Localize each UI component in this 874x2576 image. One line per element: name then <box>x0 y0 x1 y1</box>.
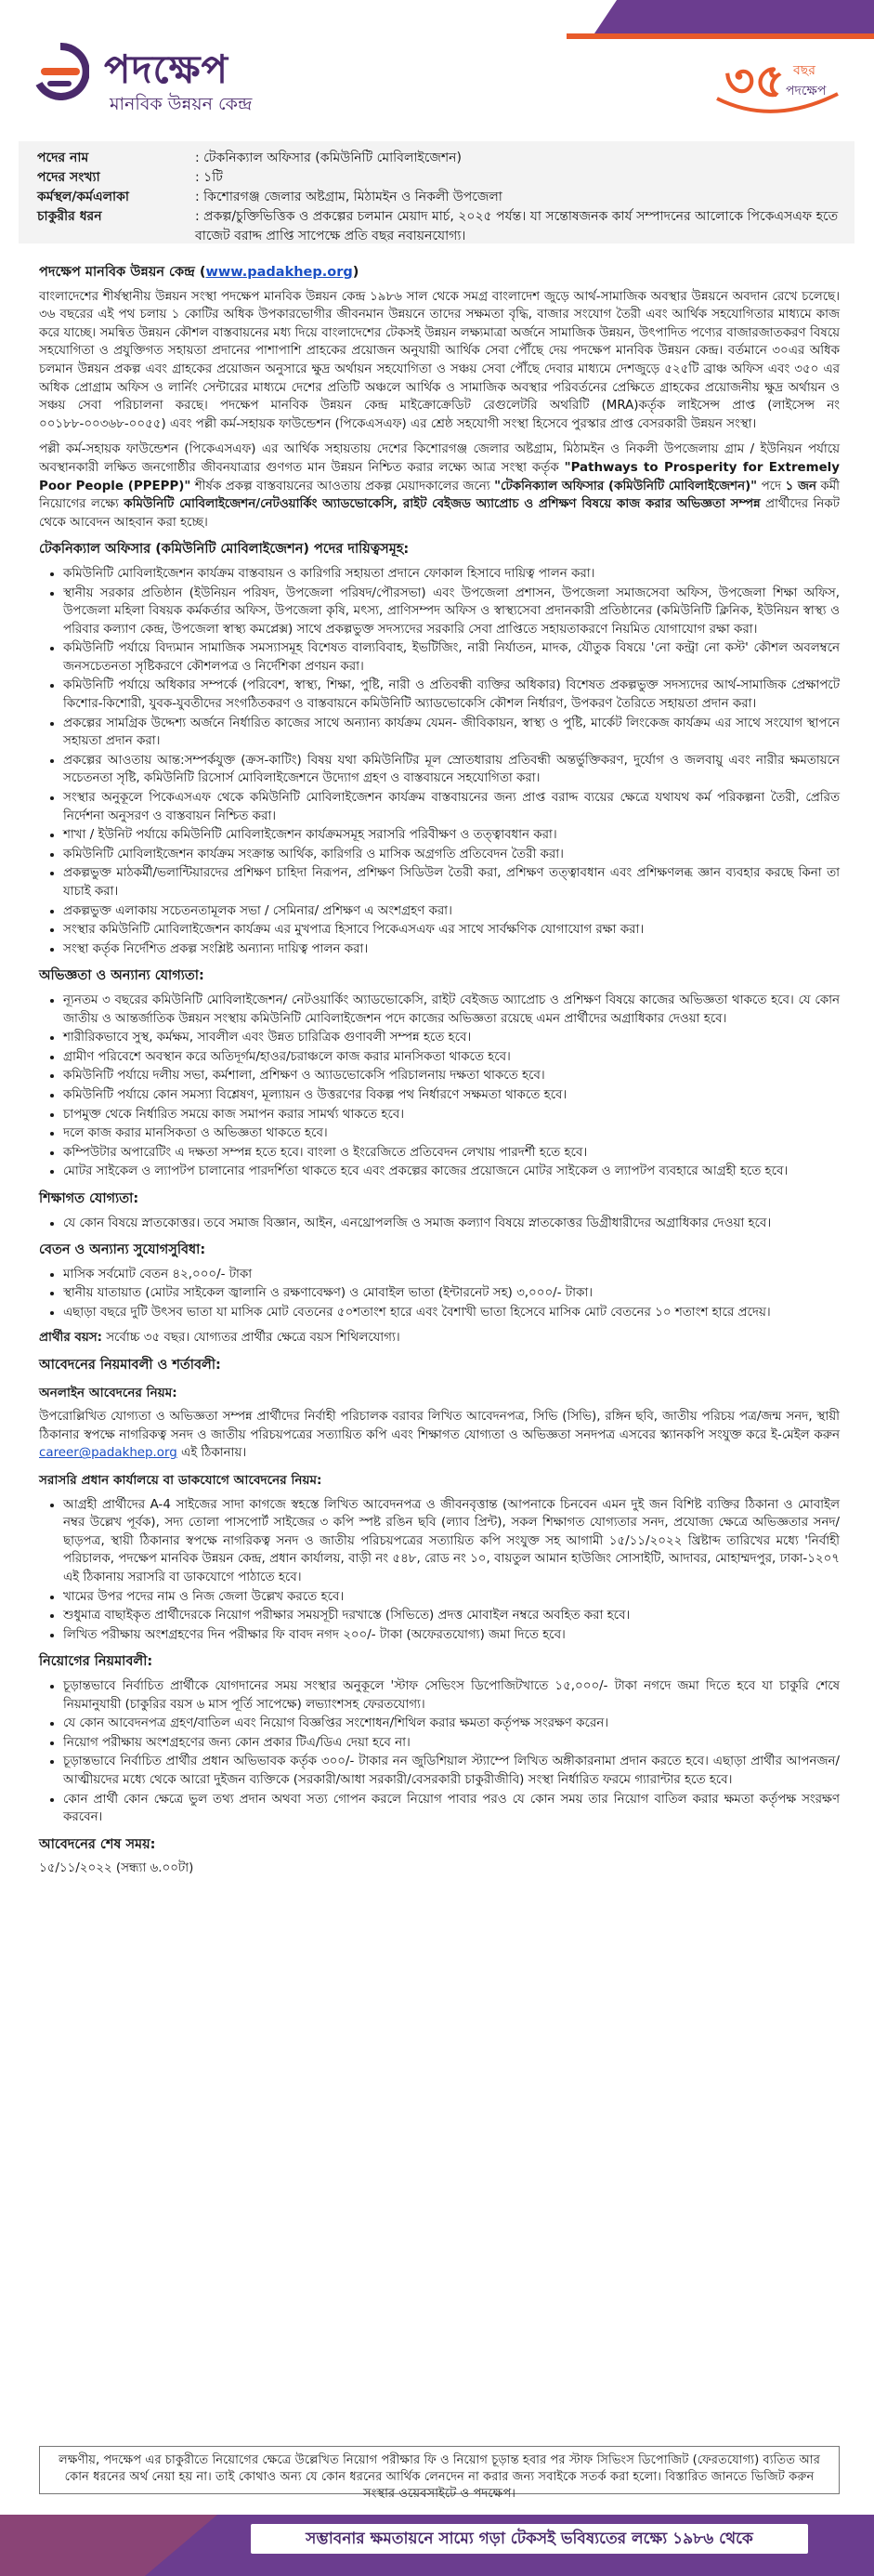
online-rules-text: উপরোল্লিখিত যোগ্যতা ও অভিজ্ঞতা সম্পন্ন প্রার্থীদের নির্বাহী পরিচালক বরাবর লিখিত আবেদনপত্র, সিভি (সিভি), রঙ্গিন ছবি, জাতীয় পরিচয় পত্র/জন্ম সনদ, স্থায়ী ঠিকানার স্বপক্ষে নাগরিকত্ব সনদ ও জাতীয় পরিচয়পত্রের সত্যায়িত কপি এবং শিক্ষাগত যোগ্যতা ও অভিজ্ঞতা সনদপত্র এসবের স্ক্যানকপি সংযুক্ত করে ই-মেইল করুন career@padakhep.org এই ঠিকানায়। <box>39 1410 840 1461</box>
org-website-link[interactable]: www.padakhep.org <box>205 265 353 280</box>
list-item: • মোটর সাইকেল ও ল্যাপটপ চালানোর পারদর্শিতা থাকতে হবে এবং প্রকল্পের কাজের প্রয়োজনে মোটর সাইকেল ও ল্যাপটপ ব্যবহারে আগ্রহী হতে হবে। <box>63 1163 840 1181</box>
salary-list <box>39 1266 840 1322</box>
list-item: • দলে কাজ করার মানসিকতা ও অভিজ্ঞতা থাকতে হবে। <box>63 1124 840 1143</box>
age-line: প্রার্থীর বয়স: সর্বোচ্চ ৩৫ বছর। যোগ্যতর প্রার্থীর ক্ষেত্রে বয়স শিথিলযোগ্য। <box>39 1331 400 1346</box>
list-item: • প্রকল্পের আওতায় আন্ত:সম্পর্কযুক্ত (ক্রস-কাটিং) বিষয় যথা কমিউনিটির মূল স্রোতধারায় প্রতিবন্ধী অন্তর্ভুক্তিকরণ, দুর্যোগ ও জলবায়ু এবং নারীর ক্ষমতায়নে সচেতনতা সৃষ্টি, কমিউনিটি রিসোর্স মোবিলাইজেশনে উদ্যোগ গ্রহণ ও বাস্তবায়নে সহযোগিতা করা। <box>63 752 840 788</box>
education-list <box>39 1215 840 1233</box>
list-item: • যে কোন বিষয়ে স্নাতকোত্তর। তবে সমাজ বিজ্ঞান, আইন, এনথ্রোপলজি ও সমাজ কল্যাণ বিষয়ে স্নাতকোত্তর ডিগ্রীধারীদের অগ্রাধিকার দেওয়া হবে। <box>63 1215 840 1233</box>
list-item: • কোন প্রার্থী কোন ক্ষেত্রে ভুল তথ্য প্রদান অথবা সত্য গোপন করলে নিয়োগ পাবার পরও যে কোন সময় তার নিয়োগ বাতিল করার ক্ষমতা কর্তৃপক্ষ সংরক্ষণ করবেন। <box>63 1791 840 1827</box>
footer-band <box>0 2515 874 2576</box>
list-item: • মাসিক সর্বমোট বেতন ৪২,০০০/- টাকা <box>63 1266 840 1284</box>
list-item: • চূড়ান্তভাবে নির্বাচিত প্রার্থীকে যোগদানের সময় সংস্থার অনুকূলে 'স্টাফ সেভিংস ডিপোজিটখাতে ১৫,০০০/- টাকা নগদে জমা দিতে হবে যা চাকুরি শেষে নিয়মানুযায়ী (চাকুরির বয়স ৬ মাস পূর্তি সাপেক্ষে) লভ্যাংশসহ ফেরতযোগ্য। <box>63 1677 840 1714</box>
anniversary-brand: পদক্ষেপ <box>786 84 827 99</box>
deadline-heading: আবেদনের শেষ সময়: <box>39 1836 156 1852</box>
org-heading: পদক্ষেপ মানবিক উন্নয়ন কেন্দ্র (www.padakhep.org) <box>39 265 359 280</box>
list-item: • গ্রামীণ পরিবেশে অবস্থান করে অতিদূর্গম/হাওর/চরাঞ্চলে কাজ করার মানসিকতা থাকতে হবে। <box>63 1048 840 1067</box>
list-item: • কমিউনিটি মোবিলাইজেশন কার্যক্রম বাস্তবায়ন ও কারিগরি সহায়তা প্রদানে ফোকাল হিসাবে দায়িত্ব পালন করা। <box>63 565 840 584</box>
info-row: পদের নাম : টেকনিক্যাল অফিসার (কমিউনিটি মোবিলাইজেশন) <box>37 151 462 165</box>
career-email-link[interactable]: career@padakhep.org <box>39 1446 177 1461</box>
list-item: • যে কোন আবেদনপত্র গ্রহণ/বাতিল এবং নিয়োগ বিজ্ঞপ্তির সংশোধন/শিথিল করার ক্ষমতা কর্তৃপক্ষ সংরক্ষণ করেন। <box>63 1715 840 1733</box>
brand-name: পদক্ষেপ <box>104 46 228 92</box>
top-decor-band <box>594 0 874 33</box>
salary-heading: বেতন ও অন্যান্য সুযোগসুবিধা: <box>39 1242 206 1258</box>
list-item: • এছাড়া বছরে দুটি উৎসব ভাতা যা মাসিক মোট বেতনের ৫০শতাংশ হারে এবং বৈশাখী ভাতা হিসেবে মাসিক মোট বেতনের ১০ শতাংশ হারে প্রদেয়। <box>63 1304 840 1322</box>
list-item: • শাখা / ইউনিট পর্যায়ে কমিউনিটি মোবিলাইজেশন কার্যক্রমসমূহ সরাসরি পরিবীক্ষণ ও তত্ত্বাবধান করা। <box>63 826 840 845</box>
list-item: • কমিউনিটি মোবিলাইজেশন কার্যক্রম সংক্রান্ত আর্থিক, কারিগরি ও মাসিক অগ্রগতি প্রতিবেদন তৈরী করা। <box>63 846 840 864</box>
project-description: পল্লী কর্ম-সহায়ক ফাউন্ডেশন (পিকেএসএফ) এর আর্থিক সহায়তায় দেশের কিশোরগঞ্জ জেলার অষ্টগ্রাম, মিঠামইন ও নিকলী উপজেলায় গ্রাম / ইউনিয়ন পর্যায়ে অবস্থানকারী লক্ষিত জনগোষ্ঠীর জীবনযাত্রার গুণগত মান উন্নয়ন নিশ্চিত করার লক্ষ্যে আত্র সংস্থা কর্তৃক "Pathways to Prosperity for Extremely Poor People (PPEPP)" শীর্ষক প্রকল্প বাস্তবায়নের আওতায় প্রকল্প মেয়াদকালের জন্যে "টেকনিক্যাল অফিসার (কমিউনিটি মোবিলাইজেশন)" পদে ১ জন কর্মী নিয়োগের লক্ষ্যে কমিউনিটি মোবিলাইজেশন/নেটওয়ার্কিং অ্যাডভোকেসি, রাইট বেইজড অ্যাপ্রোচ ও প্রশিক্ষণ বিষয়ে কাজ করার অভিজ্ঞতা সম্পন্ন প্রার্থীদের নিকট থেকে আবেদন আহবান করা হচ্ছে। <box>39 442 840 530</box>
list-item: • স্থানীয় সরকার প্রতিষ্ঠান (ইউনিয়ন পরিষদ, উপজেলা পরিষদ/পৌরসভা) এবং উপজেলা প্রশাসন, উপজেলা সমাজসেবা অফিস, উপজেলা শিক্ষা অফিস, উপজেলা মহিলা বিষয়ক কর্মকর্তার অফিস, উপজেলা কৃষি, মৎস্য, প্রাণিসম্পদ অফিস ও স্বাস্থ্যসেবা প্রদানকারী প্রতিষ্ঠানের (কমিউনিটি ক্লিনিক, ইউনিয়ন স্বাস্থ্য ও পরিবার কল্যাণ কেন্দ্র, উপজেলা স্বাস্থ্য কমপ্লেক্স) সাথে প্রকল্পভুক্ত সদস্যদের সরকারি সেবা প্রাপ্তিতে সহায়তাকরণে নিয়মিত যোগাযোগ রক্ষা করা। <box>63 585 840 639</box>
header <box>20 33 856 126</box>
circular-content <box>39 255 840 1878</box>
hiring-heading: নিয়োগের নিয়মাবলী: <box>39 1654 153 1670</box>
list-item: • নিয়োগ পরীক্ষায় অংশগ্রহণের জন্য কোন প্রকার টিএ/ডিএ দেয়া হবে না। <box>63 1734 840 1753</box>
footer-decor <box>0 2515 241 2576</box>
info-row: পদের সংখ্যা : ১টি <box>37 170 223 185</box>
list-item: • প্রকল্পভুক্ত মাঠকর্মী/ভলান্টিয়ারদের প্রশিক্ষণ চাহিদা নিরূপন, প্রশিক্ষণ সিডিউল তৈরী করা, প্রশিক্ষণ তত্ত্বাবধান এবং প্রশিক্ষণলব্ধ জ্ঞান ব্যবহার করছে কিনা তা যাচাই করা। <box>63 864 840 900</box>
padakhep-logo-icon <box>32 43 89 100</box>
list-item: • সংস্থা কর্তৃক নির্দেশিত প্রকল্প সংশ্লিষ্ট অন্যান্য দায়িত্ব পালন করা। <box>63 940 840 959</box>
info-row: কর্মস্থল/কর্মএলাকা : কিশোরগঞ্জ জেলার অষ্টগ্রাম, মিঠামইন ও নিকলী উপজেলা <box>37 190 502 204</box>
list-item: • স্থানীয় যাতায়াত (মোটর সাইকেল জ্বালানি ও রক্ষণাবেক্ষণ) ও মোবাইল ভাতা (ইন্টারনেট সহ) ৩,০০০/- টাকা। <box>63 1284 840 1303</box>
list-item: • শুধুমাত্র বাছাইকৃত প্রার্থীদেরকে নিয়োগ পরীক্ষার সময়সূচী দরখাস্তে (সিভিতে) প্রদত্ত মোবাইল নম্বরে অবহিত করা হবে। <box>63 1607 840 1625</box>
list-item: • কমিউনিটি পর্যায়ে দলীয় সভা, কর্মশালা, প্রশিক্ষণ ও অ্যাডভোকেসি পরিচালনায় দক্ষতা থাকতে হবে। <box>63 1067 840 1085</box>
list-item: • আগ্রহী প্রার্থীদের A-4 সাইজের সাদা কাগজে স্বহস্তে লিখিত আবেদনপত্র ও জীবনবৃত্তান্ত (আপনাকে চিনবেন এমন দুই জন বিশিষ্ট ব্যক্তির ঠিকানা ও মোবাইল নম্বর উল্লেখ পূর্বক), সদ্য তোলা পাসপোর্ট সাইজের ৩ কপি স্পষ্ট রঙিন ছবি (ল্যাব প্রিন্ট), সকল শিক্ষাগত যোগ্যতার সনদ, প্রযোজ্য ক্ষেত্রে অভিজ্ঞতার সনদ/ছাড়পত্র, স্থায়ী ঠিকানার স্বপক্ষে নাগরিকত্ব সনদ ও জাতীয় পরিচয়পত্রের সত্যায়িত কপি সংযুক্ত সহ আগামী ১৫/১১/২০২২ খ্রিষ্টাব্দ তারিখের মধ্যে 'নির্বাহী পরিচালক, পদক্ষেপ মানবিক উন্নয়ন কেন্দ্র, প্রধান কার্যালয়, বাড়ী নং ৫৪৮, রোড নং ১০, বায়তুল আমান হাউজিং সোসাইটি, আদাবর, মোহাম্মদপুর, ঢাকা-১২০৭ এই ঠিকানায় সরাসরি বা ডাকযোগে পাঠাতে হবে। <box>63 1496 840 1587</box>
rules-heading: আবেদনের নিয়মাবলী ও শর্তাবলী: <box>39 1358 221 1373</box>
anniversary-text: বছর <box>793 63 815 78</box>
online-rules-heading: অনলাইন আবেদনের নিয়ম: <box>39 1385 177 1400</box>
list-item: • সংস্থার কমিউনিটি মোবিলাইজেশন কার্যক্রম এর মুখপাত্র হিসাবে পিকেএসএফ এর সাথে সার্বক্ষণিক যোগাযোগ রক্ষা করা। <box>63 921 840 940</box>
footer-tagline: সম্ভাবনার ক্ষমতায়নে সাম্যে গড়া টেকসই ভবিষ্যতের লক্ষ্যে ১৯৮৬ থেকে <box>251 2524 808 2554</box>
position-info-box <box>19 141 854 243</box>
list-item: • কমিউনিটি পর্যায়ে কোন সমস্যা বিশ্লেষণ, মূল্যায়ন ও উত্তরণের বিকল্প পথ নির্ধারণে সক্ষমতা থাকতে হবে। <box>63 1086 840 1105</box>
info-row: চাকুরীর ধরন : প্রকল্প/চুক্তিভিত্তিক ও প্রকল্পের চলমান মেয়াদ মার্চ, ২০২৫ পর্যন্ত। যা সন্তোষজনক কার্য সম্পাদনের আলোকে পিকেএসএফ হতে বাজেট বরাদ্দ প্রাপ্তি সাপেক্ষে প্রতি বছর নবায়নযোগ্য। <box>37 209 839 243</box>
hiring-list <box>39 1677 840 1827</box>
duties-heading: টেকনিক্যাল অফিসার (কমিউনিটি মোবিলাইজেশন) পদের দায়িত্বসমূহ: <box>39 542 410 558</box>
brand-subtitle: মানবিক উন্নয়ন কেন্দ্র <box>110 94 253 114</box>
list-item: • চূড়ান্তভাবে নির্বাচিত প্রার্থীর প্রধান অভিভাবক কর্তৃক ৩০০/- টাকার নন জুডিশিয়াল স্ট্যাম্পে লিখিত অঙ্গীকারনামা প্রদান করতে হবে। এছাড়া প্রার্থীর আপনজন/ আত্মীয়দের মধ্যে থেকে আরো দুইজন ব্যক্তিকে (সরকারী/আধা সরকারী/বেসরকারী চাকুরীজীবি) সংস্থা নির্ধারিত ফরমে গ্যারান্টার হতে হবে। <box>63 1753 840 1789</box>
experience-list <box>39 992 840 1181</box>
list-item: • লিখিত পরীক্ষায় অংশগ্রহণের দিন পরীক্ষার ফি বাবদ নগদ ২০০/- টাকা (অফেরতযোগ্য) জমা দিতে হবে। <box>63 1626 840 1645</box>
list-item: • ন্যূনতম ৩ বছরের কমিউনিটি মোবিলাইজেশন/ নেটওয়ার্কিং অ্যাডভোকেসি, রাইট বেইজড অ্যাপ্রোচ ও প্রশিক্ষণ বিষয়ে কাজের অভিজ্ঞতা থাকতে হবে। যে কোন জাতীয় ও আন্তর্জাতিক উন্নয়ন সংস্থায় কমিউনিটি মোবিলাইজেশন পদে কাজের অভিজ্ঞতা রয়েছে এমন প্রার্থীদের অগ্রাধিকার দেওয়া হবে। <box>63 992 840 1028</box>
list-item: • সংস্থার অনুকূলে পিকেএসএফ থেকে কমিউনিটি মোবিলাইজেশন কার্যক্রম বাস্তবায়নের জন্য প্রাপ্ত বরাদ্দ ব্যয়ের ক্ষেত্রে যথাযথ কর্ম পরিকল্পনা তৈরী, প্রেরিত নির্দেশনা অনুসরণ ও বাস্তবায়ন নিশ্চিত করা। <box>63 789 840 825</box>
list-item: • চাপমুক্ত থেকে নির্ধারিত সময়ে কাজ সমাপন করার সামর্থ্য থাকতে হবে। <box>63 1106 840 1124</box>
list-item: • কমিউনিটি পর্যায়ে অধিকার সম্পর্কে (পরিবেশ, স্বাস্থ্য, শিক্ষা, পুষ্টি, নারী ও প্রতিবন্ধী ব্যক্তির অধিকার) বিশেষত প্রকল্পভুক্ত সদস্যদের আর্থ-সামাজিক প্রেক্ষাপটে কিশোর-কিশোরী, যুবক-যুবতীদের সংগঠিতকরণ ও বাস্তবায়নে কমিউনিটি অ্যাডভোকেসি কৌশল নির্ধারণ, উপকরণ তৈরিতে সহায়তা প্রদান করা। <box>63 677 840 713</box>
office-rules-heading: সরাসরি প্রধান কার্যালয়ে বা ডাকযোগে আবেদনের নিয়ম: <box>39 1473 322 1489</box>
anniversary-badge-icon <box>708 43 847 126</box>
anniversary-number: ৩৫ <box>724 54 785 108</box>
list-item: • কম্পিউটার অপারেটিং এ দক্ষতা সম্পন্ন হতে হবে। বাংলা ও ইংরেজিতে প্রতিবেদন লেখায় পারদর্শী হতে হবে। <box>63 1144 840 1163</box>
office-rules-list <box>39 1496 840 1645</box>
list-item: • খামের উপর পদের নাম ও নিজ জেলা উল্লেখ করতে হবে। <box>63 1588 840 1607</box>
list-item: • প্রকল্পভুক্ত এলাকায় সচেতনতামূলক সভা / সেমিনার/ প্রশিক্ষণ এ অংশগ্রহণ করা। <box>63 902 840 921</box>
warning-notice-box: লক্ষণীয়, পদক্ষেপ এর চাকুরীতে নিয়োগের ক্ষেত্রে উল্লেখিত নিয়োগ পরীক্ষার ফি ও নিয়োগ চূড়ান্ত হবার পর স্টাফ সিভিংস ডিপোজিট (ফেরতযোগ্য) ব্যতিত আর কোন ধরনের অর্থ নেয়া হয় না। তাই কোথাও অন্য যে কোন ধরনের আর্থিক লেনদেন না করার জন্য সবাইকে সতর্ক করা হলো। বিস্তারিত জানতে ভিজিট করুন সংস্থার ওয়েবসাইটে ও পদক্ষেপ। <box>39 2446 840 2494</box>
list-item: • কমিউনিটি পর্যায়ে বিদ্যমান সামাজিক সমস্যাসমূহ বিশেষত বাল্যবিবাহ, ইভটিজিং, নারী নির্যাতন, মাদক, যৌতুক বিষয়ে 'নো কন্ট্রা নো কস্ট' কৌশল অবলম্বনে জনসচেতনতা সৃষ্টিকরণে কৌশলপত্র ও নির্দেশিকা প্রণয়ন করা। <box>63 639 840 676</box>
education-heading: শিক্ষাগত যোগ্যতা: <box>39 1190 139 1206</box>
duties-list <box>39 565 840 958</box>
org-description: বাংলাদেশের শীর্ষস্থানীয় উন্নয়ন সংস্থা পদক্ষেপ মানবিক উন্নয়ন কেন্দ্র ১৯৮৬ সাল থেকে সমগ্র বাংলাদেশ জুড়ে আর্থ-সামাজিক অবস্থার উন্নয়নে অবদান রেখে চলেছে। ৩৬ বছরের এই পথ চলায় ১ কোটির অধিক উপকারভোগীর জীবনমান উন্নয়নে তাদের সক্ষমতা বৃদ্ধি, বাজার সংযোগ তৈরী এবং আর্থিক সহযোগিতার মাধ্যমে কাজ করে যাচ্ছে। সমন্বিত উন্নয়ন কৌশল বাস্তবায়নের মধ্য দিয়ে বাংলাদেশের টেকসই উন্নয়ন লক্ষ্যমাত্রা অর্জনে সামাজিক উন্নয়ন, উৎপাদিত পণ্যের বাজারজাতকরণ বিষয়ে সহযোগিতা ও প্রযুক্তিগত সহায়তা প্রদানের পাশাপাশি প্রাহকের প্রয়োজন অনুযায়ী আর্থিক সেবা পৌঁছে দেয় পদক্ষেপ মানবিক উন্নয়ন কেন্দ্র। বর্তমানে ৩০এর অধিক চলমান উন্নয়ন প্রকল্প এবং গ্রাহকের প্রয়োজন অনুসারে ক্ষুদ্র অর্থায়ন সহযোগিতা ও সঞ্চয় সেবা পৌঁছে দেবার মাধ্যমে দেশজুড়ে ৫২৫টি ব্রাঞ্চ অফিস এবং ৩৫০ এর অধিক প্রোগ্রাম অফিস ও লার্নিং সেন্টারের মাধ্যমে দেশের প্রতিটি অঞ্চলে আর্থিক ও সামাজিক অবস্থার পরিবর্তনের প্রেক্ষিতে গ্রাহকের প্রয়োজনীয় ক্ষুদ্র অর্থায়ন ও সঞ্চয় সেবা পরিচালনা করছে। পদক্ষেপ মানবিক উন্নয়ন কেন্দ্র মাইক্রোক্রেডিট রেগুলেটরি অথরিটি (MRA)কর্তৃক লাইসেন্স প্রাপ্ত (লাইসেন্স নং ০০১৮৮-০০৩৬৮-০০৫৫) এবং পল্লী কর্ম-সহায়ক ফাউন্ডেশন (পিকেএসএফ) এর শ্রেষ্ঠ সহযোগী সংস্থা হিসেবে পুরস্কার প্রাপ্ত বেসরকারী উন্নয়ন সংস্থা। <box>39 289 840 431</box>
list-item: • শারীরিকভাবে সুস্থ, কর্মক্ষম, সাবলীল এবং উন্নত চারিত্রিক গুণাবলী সম্পন্ন হতে হবে। <box>63 1029 840 1047</box>
deadline-value: ১৫/১১/২০২২ (সন্ধ্যা ৬.০০টা) <box>39 1861 194 1876</box>
experience-heading: অভিজ্ঞতা ও অন্যান্য যোগ্যতা: <box>39 968 204 984</box>
list-item: • প্রকল্পের সামগ্রিক উদ্দেশ্য অর্জনে নির্ধারিত কাজের সাথে অন্যান্য কার্যক্রম যেমন- জীবিকায়ন, স্বাস্থ্য ও পুষ্টি, মার্কেট লিংকেজ কার্যক্রম এর সাথে সংযোগ স্থাপনে সহায়তা প্রদান করা। <box>63 715 840 751</box>
